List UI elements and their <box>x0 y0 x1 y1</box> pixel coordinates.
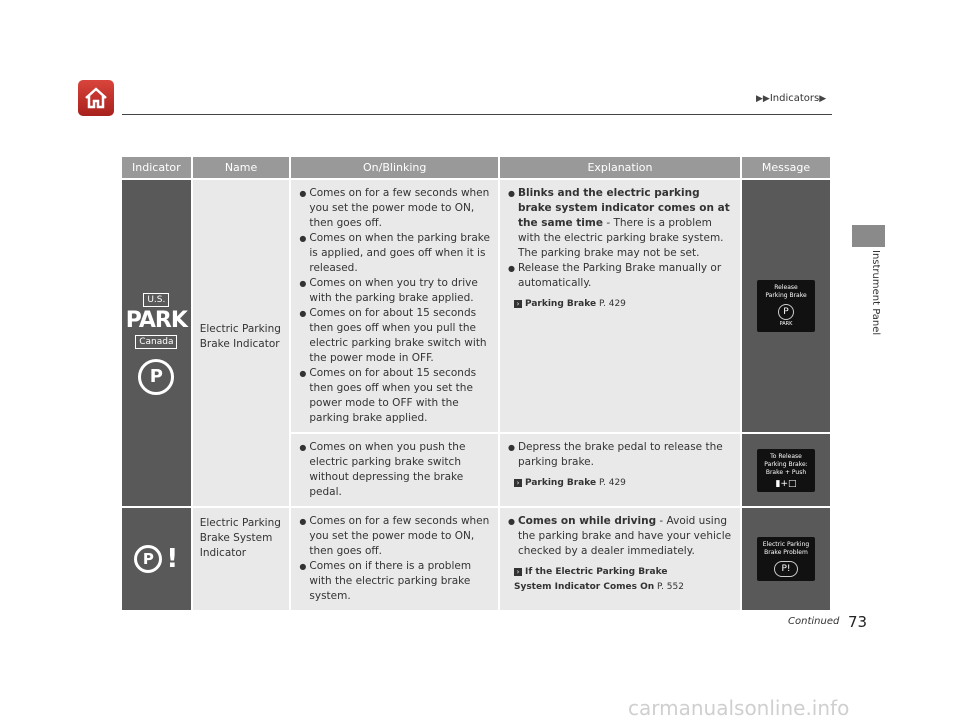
list-item: ● Blinks and the electric parking brake system indicator comes on at the same time - There is a problem with the electric parking brake system. The parking brake may not be set. <box>508 186 734 261</box>
breadcrumb[interactable]: ▶▶Indicators▶ <box>756 93 827 104</box>
on-blinking-cell <box>291 434 498 506</box>
link-arrow-icon: › <box>514 300 522 308</box>
pedal-plus-switch-icon: ▮+□ <box>775 478 797 489</box>
list-item: ● Depress the brake pedal to release the parking brake. <box>508 440 734 470</box>
breadcrumb-indicators[interactable]: Indicators <box>769 93 820 104</box>
col-on-blinking: On/Blinking <box>291 157 498 178</box>
table-header-row <box>122 157 830 178</box>
list-item: ● Comes on when you push the electric parking brake switch without depressing the brake pedal. <box>299 440 492 500</box>
col-explanation: Explanation <box>500 157 740 178</box>
list-item: ● Comes on for a few seconds when you set the power mode to ON, then goes off. <box>299 514 492 559</box>
list-item: ● Comes on for about 15 seconds then goes off when you pull the electric parking brake switch with the power mode in OFF. <box>299 306 492 366</box>
message-cell <box>742 434 830 506</box>
message-screen: Release Parking Brake P PARK <box>757 280 815 332</box>
on-blinking-cell <box>291 180 498 432</box>
list-item: ● Comes on if there is a problem with the electric parking brake system. <box>299 559 492 604</box>
message-screen: To Release Parking Brake: Brake + Push ▮+□ <box>757 449 815 492</box>
message-cell <box>742 508 830 610</box>
col-indicator: Indicator <box>122 157 191 178</box>
us-tag: U.S. <box>143 293 169 307</box>
list-item: ● Comes on when you try to drive with the parking brake applied. <box>299 276 492 306</box>
col-message: Message <box>742 157 830 178</box>
parking-brake-icon: P <box>138 359 174 395</box>
message-screen: Electric Parking Brake Problem P! <box>757 537 815 581</box>
reference-link[interactable]: › If the Electric Parking Brake System Indicator Comes On P. 552 <box>513 567 684 592</box>
reference-link[interactable]: › Parking Brake P. 429 <box>500 476 740 491</box>
indicator-cell <box>122 508 191 610</box>
explanation-cell <box>500 180 740 432</box>
link-arrow-icon: › <box>514 568 522 576</box>
continued-label: Continued <box>788 616 840 627</box>
home-button[interactable] <box>78 80 114 116</box>
name-cell: Electric Parking Brake Indicator <box>193 180 290 506</box>
message-cell <box>742 180 830 432</box>
chapter-label: Instrument Panel <box>870 250 881 336</box>
link-arrow-icon: › <box>514 479 522 487</box>
canada-tag: Canada <box>135 335 177 349</box>
indicator-table <box>120 155 832 612</box>
page-number: 73 <box>848 613 868 631</box>
list-item: ● Comes on when the parking brake is applied, and goes off when it is released. <box>299 231 492 276</box>
list-item: ● Release the Parking Brake manually or automatically. <box>508 261 734 291</box>
brake-system-icon: P! <box>774 561 798 577</box>
list-item: ● Comes on while driving - Avoid using the parking brake and have your vehicle checked by a dealer immediately. <box>508 514 734 559</box>
indicator-cell <box>122 180 191 506</box>
explanation-cell <box>500 434 740 506</box>
table-row <box>122 180 830 432</box>
brake-system-icon: P ! <box>134 545 178 573</box>
home-icon <box>83 85 109 111</box>
list-item: ● Comes on for about 15 seconds then goes off when you set the power mode to OFF with the parking brake applied. <box>299 366 492 426</box>
col-name: Name <box>193 157 290 178</box>
header-rule <box>122 114 832 115</box>
list-item: ● Comes on for a few seconds when you set the power mode to ON, then goes off. <box>299 186 492 231</box>
park-icon: PARK <box>125 307 187 333</box>
explanation-cell <box>500 508 740 610</box>
name-cell: Electric Parking Brake System Indicator <box>193 508 290 610</box>
reference-link[interactable]: › Parking Brake P. 429 <box>500 297 740 312</box>
chapter-tab[interactable] <box>852 225 885 247</box>
table-row <box>122 508 830 610</box>
parking-brake-icon: P <box>778 304 794 320</box>
on-blinking-cell <box>291 508 498 610</box>
watermark: carmanualsonline.info <box>628 696 850 720</box>
